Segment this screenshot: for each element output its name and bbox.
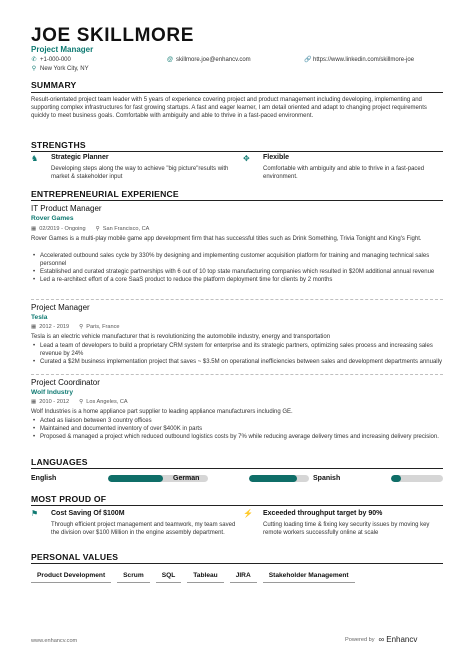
flag-icon: ⚑	[31, 509, 39, 518]
summary-divider	[31, 92, 443, 93]
company-description: Tesla is an electric vehicle manufacturer that is revolutionizing the automobile industry, energy and transportation	[31, 334, 331, 340]
job-location	[79, 399, 127, 405]
job-separator	[31, 374, 443, 375]
language-name: English	[31, 475, 57, 482]
list-item: • Accelerated outbound sales cycle by 330% by designing and implementing customer acquisition platform for training and managing technical sales personnel	[31, 252, 443, 268]
enhancv-logo-icon: ∞	[378, 635, 385, 644]
summary-text: Result-orientated project team leader with 5 years of experience covering project and product management including developing, implementing and supporting complex infrastructures for fast growing startups. A fast and eager learner, I am detail oriented and adapt to changing project requirements quickly to meet business goals. Comfortable with ambiguity and able to thrive in a fast-paced environment.	[31, 97, 427, 119]
job-dates	[31, 226, 86, 232]
language-level-bar	[391, 475, 443, 482]
language-name: German	[173, 475, 200, 482]
values-tags	[31, 569, 361, 583]
value-tag: JIRA	[230, 569, 257, 583]
achievement-title: Exceeded throughput target by 90%	[263, 510, 383, 517]
job-title: Project Coordinator	[31, 378, 100, 387]
value-tag: Tableau	[187, 569, 223, 583]
job-meta	[31, 226, 149, 232]
value-tag: Product Development	[31, 569, 111, 583]
language-level-fill	[249, 475, 297, 482]
company-name: Wolf Industry	[31, 389, 74, 396]
list-item: • Established and curated strategic partnerships with 6 out of 10 top state manufacturing companies which resulted in $20M additional annual revenue	[31, 268, 443, 276]
at-icon: @	[167, 57, 174, 63]
website-contact[interactable]	[304, 57, 414, 63]
job-dates-text: 02/2019 - Ongoing	[39, 226, 86, 232]
job-meta	[31, 399, 128, 405]
job-meta	[31, 324, 120, 330]
achievement-desc: Through efficient project management and teamwork, my team saved the division over $100 Million in the engine assembly department.	[51, 522, 236, 536]
job-dates	[31, 324, 69, 330]
lightning-icon: ⚡	[243, 509, 253, 518]
job-title: IT Product Manager	[31, 204, 102, 213]
list-item: • Maintained and documented inventory of over $400K in parts	[31, 425, 443, 433]
company-description: Wolf Industries is a home appliance part supplier to leading appliance manufacturers including GE.	[31, 409, 293, 415]
achievement-title: Cost Saving Of $100M	[51, 510, 125, 517]
language-level-bar	[249, 475, 309, 482]
list-item: • Curated a $2M business implementation project that saves ~ $3.5M on operational inefficiencies between sales and development departments annually	[31, 358, 443, 366]
enhancv-logo[interactable]	[379, 635, 418, 644]
strength-desc: Developing steps along the way to achieve "big picture"results with market & stakeholder input	[51, 166, 229, 180]
job-location-text: Paris, France	[86, 324, 120, 330]
enhancv-brand-text: Enhancv	[386, 635, 418, 644]
values-heading: PERSONAL VALUES	[31, 552, 119, 562]
calendar-icon: ▦	[31, 399, 37, 405]
proud-heading: MOST PROUD OF	[31, 494, 107, 504]
company-name: Rover Games	[31, 215, 74, 222]
summary-heading: SUMMARY	[31, 80, 77, 90]
language-level-fill	[391, 475, 401, 482]
experience-heading: ENTREPRENEURIAL EXPERIENCE	[31, 189, 179, 199]
list-item: • Lead a team of developers to build a proprietary CRM system for enterprise and its strategic partners, optimizing sales process and increasing sales revenue by 24%	[31, 342, 443, 358]
phone-icon: ✆	[31, 57, 37, 63]
candidate-title: Project Manager	[31, 45, 94, 54]
location-text: New York City, NY	[40, 66, 89, 72]
strength-desc: Comfortable with ambiguity and able to thrive in a fast-paced environment.	[263, 166, 425, 180]
email-contact[interactable]	[167, 57, 251, 63]
languages-divider	[31, 468, 443, 469]
candidate-name: JOE SKILLMORE	[31, 25, 194, 46]
strength-title: Strategic Planner	[51, 154, 109, 161]
location-pin-icon: ⚲	[31, 66, 37, 72]
job-location-text: Los Angeles, CA	[86, 399, 128, 405]
strengths-heading: STRENGTHS	[31, 140, 86, 150]
language-level-fill	[108, 475, 163, 482]
location-pin-icon: ⚲	[95, 226, 100, 232]
list-item: • Proposed & managed a project which reduced outbound logistics costs by 7% while reducing average delivery times and increasing delivery precision.	[31, 433, 443, 441]
email-text[interactable]: skillmore.joe@enhancv.com	[176, 57, 251, 63]
language-name: Spanish	[313, 475, 341, 482]
job-dates	[31, 399, 69, 405]
list-item: • Led a re-architect effort of a core SaaS product to reduce the platform deployment time for clients by 2 months	[31, 276, 443, 284]
job-location	[96, 226, 150, 232]
job-separator	[31, 299, 443, 300]
arrows-icon: ✥	[243, 154, 250, 163]
calendar-icon: ▦	[31, 226, 37, 232]
values-divider	[31, 563, 443, 564]
value-tag: Stakeholder Management	[263, 569, 355, 583]
calendar-icon: ▦	[31, 324, 37, 330]
link-icon: 🔗	[304, 57, 312, 63]
company-description: Rover Games is a multi-play mobile game app development firm that has successful titles such as Drink Something, Trivia Tonight and King's Fight.	[31, 236, 422, 242]
proud-divider	[31, 505, 443, 506]
strengths-divider	[31, 151, 443, 152]
list-item: • Acted as liaison between 3 country offices	[31, 417, 443, 425]
job-bullets	[31, 417, 443, 441]
achievement-desc: Cutting loading time & fixing key security issues by moving key remote workers successfully online at scale	[263, 522, 430, 536]
job-location	[79, 324, 119, 330]
job-title: Project Manager	[31, 303, 90, 312]
footer-powered	[345, 635, 417, 644]
job-bullets	[31, 252, 443, 284]
phone-text: +1-000-000	[40, 57, 71, 63]
value-tag: Scrum	[117, 569, 150, 583]
website-text[interactable]: https://www.linkedin.com/skillmore-joe	[313, 57, 415, 63]
location-contact	[31, 66, 89, 72]
job-dates-text: 2010 - 2012	[39, 399, 70, 405]
powered-by-text: Powered by	[345, 636, 375, 643]
strength-title: Flexible	[263, 154, 290, 161]
company-name: Tesla	[31, 314, 48, 321]
phone-contact	[31, 57, 71, 63]
languages-heading: LANGUAGES	[31, 457, 88, 467]
job-dates-text: 2012 - 2019	[39, 324, 70, 330]
chess-icon: ♞	[31, 154, 39, 163]
experience-divider	[31, 200, 443, 201]
job-location-text: San Francisco, CA	[102, 226, 150, 232]
footer-site[interactable]: www.enhancv.com	[31, 638, 78, 644]
location-pin-icon: ⚲	[79, 399, 84, 405]
value-tag: SQL	[156, 569, 182, 583]
location-pin-icon: ⚲	[79, 324, 84, 330]
job-bullets	[31, 342, 443, 366]
